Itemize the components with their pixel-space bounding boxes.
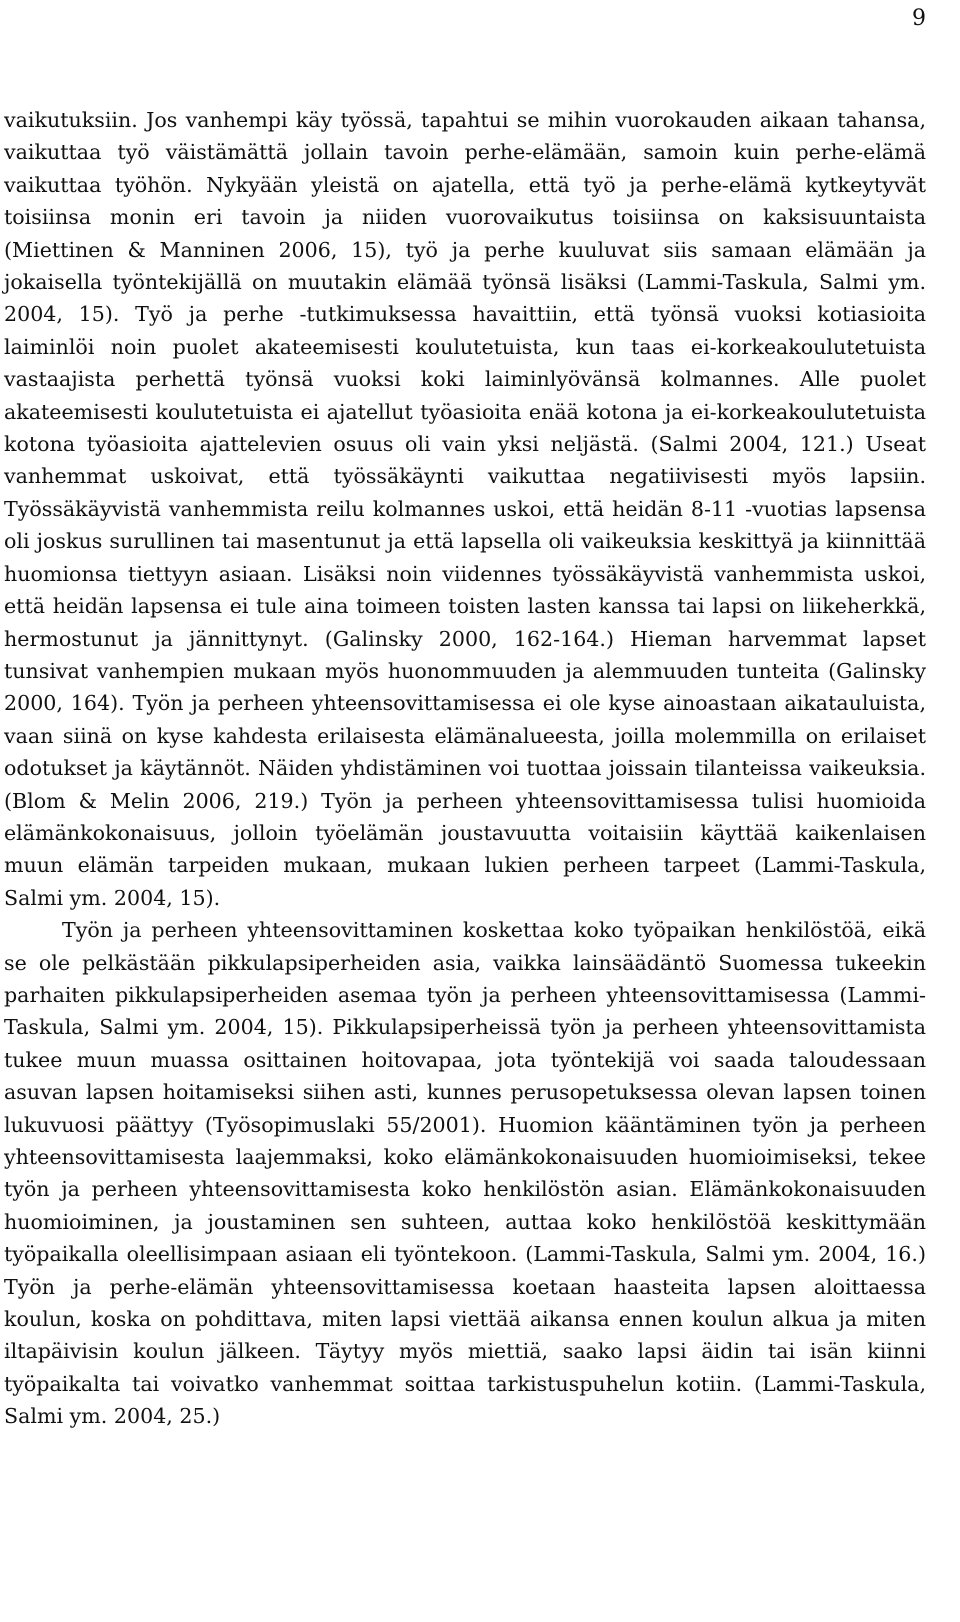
body-text [4, 104, 926, 1433]
paragraph-continued: vaikutuksiin. Jos vanhempi käy työssä, tapahtui se mihin vuorokauden aikaan tahansa, vaikuttaa työ väistämättä jollain tavoin perhe-elämään, samoin kuin perhe-elämä vaikuttaa työhön. Nykyään yleistä on ajatella, että työ ja perhe-elämä kytkeytyvät toisiinsa monin eri tavoin ja niiden vuorovaikutus toisiinsa on kaksisuuntaista (Miettinen & Manninen 2006, 15), työ ja perhe kuuluvat siis samaan elämään ja jokaisella työntekijällä on muutakin elämää työnsä lisäksi (Lammi-Taskula, Salmi ym. 2004, 15). Työ ja perhe -tutkimuksessa havaittiin, että työnsä vuoksi kotiasioita laiminlöi noin puolet akateemisesti koulutetuista, kun taas ei-korkeakoulutetuista vastaajista perhettä työnsä vuoksi koki laiminlyövänsä kolmannes. Alle puolet akateemisesti koulutetuista ei ajatellut työasioita enää kotona ja ei-korkeakoulutetuista kotona työasioita ajattelevien osuus oli vain yksi neljästä. (Salmi 2004, 121.) Useat vanhemmat uskoivat, että työssäkäynti vaikuttaa negatiivisesti myös lapsiin. Työssäkäyvistä vanhemmista reilu kolmannes uskoi, että heidän 8-11 -vuotias lapsensa oli joskus surullinen tai masentunut ja että lapsella oli vaikeuksia keskittyä ja kiinnittää huomionsa tiettyyn asiaan. Lisäksi noin viidennes työssäkäyvistä vanhemmista uskoi, että heidän lapsensa ei tule aina toimeen toisten lasten kanssa tai lapsi on liikeherkkä, hermostunut ja jännittynyt. (Galinsky 2000, 162-164.) Hieman harvemmat lapset tunsivat vanhempien mukaan myös huonommuuden ja alemmuuden tunteita (Galinsky 2000, 164). Työn ja perheen yhteensovittamisessa ei ole kyse ainoastaan aikatauluista, vaan siinä on kyse kahdesta erilaisesta elämänalueesta, joilla molemmilla on erilaiset odotukset ja käytännöt. Näiden yhdistäminen voi tuottaa joissain tilanteissa vaikeuksia. (Blom & Melin 2006, 219.) Työn ja perheen yhteensovittamisessa tulisi huomioida elämänkokonaisuus, jolloin työelämän joustavuutta voitaisiin käyttää kaikenlaisen muun elämän tarpeiden mukaan, mukaan lukien perheen tarpeet (Lammi-Taskula, Salmi ym. 2004, 15). [4, 108, 926, 910]
page-number: 9 [912, 6, 926, 31]
paragraph-indented: Työn ja perheen yhteensovittaminen koskettaa koko työpaikan henkilöstöä, eikä se ole pelkästään pikkulapsiperheiden asia, vaikka lainsäädäntö Suomessa tukeekin parhaiten pikkulapsiperheiden asemaa työn ja perheen yhteensovittamisessa (Lammi-Taskula, Salmi ym. 2004, 15). Pikkulapsiperheissä työn ja perheen yhteensovittamista tukee muun muassa osittainen hoitovapaa, jota työntekijä voi saada taloudessaan asuvan lapsen hoitamiseksi siihen asti, kunnes perusopetuksessa olevan lapsen toinen lukuvuosi päättyy (Työsopimuslaki 55/2001). Huomion kääntäminen työn ja perheen yhteensovittamisesta laajemmaksi, koko elämänkokonaisuuden huomioimiseksi, tekee työn ja perheen yhteensovittamisesta koko henkilöstön asian. Elämänkokonaisuuden huomioiminen, ja joustaminen sen suhteen, auttaa koko henkilöstöä keskittymään työpaikalla oleellisimpaan asiaan eli työntekoon. (Lammi-Taskula, Salmi ym. 2004, 16.) Työn ja perhe-elämän yhteensovittamisessa koetaan haasteita lapsen aloittaessa koulun, koska on pohdittava, miten lapsi viettää aikansa ennen koulun alkua ja miten iltapäivisin koulun jälkeen. Täytyy myös miettiä, saako lapsi äidin tai isän kiinni työpaikalta tai voivatko vanhemmat soittaa tarkistuspuhelun kotiin. (Lammi-Taskula, Salmi ym. 2004, 25.) [4, 918, 926, 1429]
